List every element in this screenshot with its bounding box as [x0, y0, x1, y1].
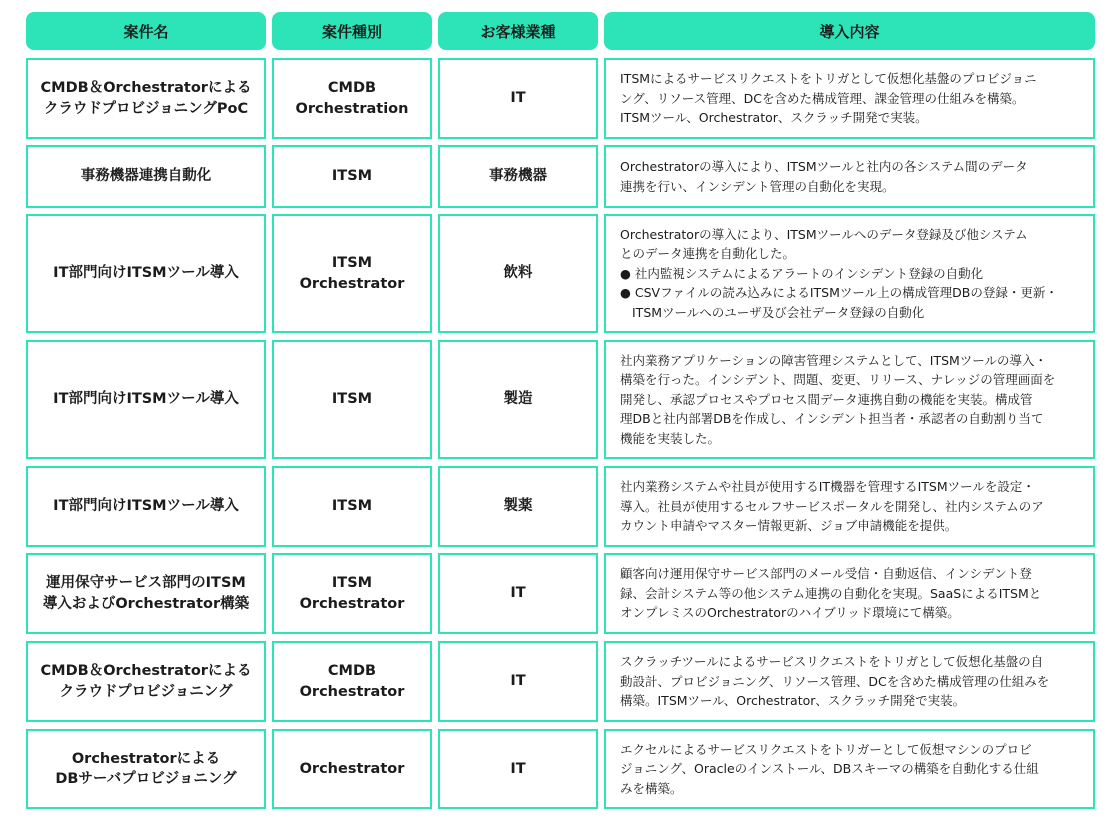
table-row: [26, 58, 1095, 139]
project-type-cell: [272, 641, 432, 722]
content-bullet-line: ● CSVファイルの読み込みによるITSMツール上の構成管理DBの登録・更新・: [620, 285, 1058, 301]
content-bullet-line: ● 社内監視システムによるアラートのインシデント登録の自動化: [620, 265, 984, 281]
content-line: みを構築。: [620, 780, 683, 796]
project-name-line: 事務機器連携自動化: [80, 168, 212, 185]
content-line: オンプレミスのOrchestratorのハイブリッド環境にて構築。: [620, 605, 960, 621]
project-name-cell: [26, 466, 266, 547]
project-type-cell: [272, 466, 432, 547]
content-line: 録、会計システム等の他システム連携の自動化を実現。SaaSによるITSMと: [620, 585, 1042, 601]
content-line: スクラッチツールによるサービスリクエストをトリガとして仮想化基盤の自: [620, 654, 1044, 670]
table-row: [26, 145, 1095, 208]
project-type-line: ITSM: [331, 391, 373, 408]
project-type-cell: [272, 58, 432, 139]
content-cell: [604, 641, 1095, 722]
content-cell: [604, 145, 1095, 208]
content-cell: [604, 729, 1095, 809]
content-line: エクセルによるサービスリクエストをトリガーとして仮想マシンのプロビ: [620, 741, 1032, 757]
project-name-cell: [26, 58, 266, 139]
project-name-cell: [26, 214, 266, 333]
content-line: Orchestratorの導入により、ITSMツールと社内の各システム間のデータ: [620, 159, 1028, 175]
content-line: 機能を実装した。: [620, 430, 721, 446]
project-name-line: IT部門向けITSMツール導入: [53, 498, 239, 515]
project-type-line: CMDB: [327, 663, 377, 680]
project-name-line: クラウドプロビジョニングPoC: [43, 100, 249, 117]
project-type-cell: [272, 340, 432, 459]
content-line: ITSMによるサービスリクエストをトリガとして仮想化基盤のプロビジョニ: [620, 71, 1037, 87]
project-name-cell: [26, 340, 266, 459]
industry-cell: IT: [438, 553, 598, 634]
project-name-line: CMDB＆Orchestratorによる: [40, 663, 252, 680]
industry-cell: 事務機器: [438, 145, 598, 208]
industry-cell: 製造: [438, 340, 598, 459]
project-name-cell: [26, 729, 266, 809]
content-line: とのデータ連携を自動化した。: [620, 246, 796, 262]
project-type-line: ITSM: [331, 255, 373, 272]
project-name-line: Orchestratorによる: [71, 750, 221, 767]
content-cell: [604, 553, 1095, 634]
industry-cell: IT: [438, 641, 598, 722]
content-cell: [604, 340, 1095, 459]
project-name-cell: [26, 145, 266, 208]
content-line: 構築を行った。インシデント、問題、変更、リリース、ナレッジの管理画面を: [620, 372, 1056, 388]
project-type-line: Orchestration: [295, 100, 409, 117]
content-line: Orchestratorの導入により、ITSMツールへのデータ登録及び他システム: [620, 227, 1028, 243]
header-implementation: 導入内容: [604, 12, 1095, 50]
project-name-cell: [26, 553, 266, 634]
content-line: 動設計、プロビジョニング、リソース管理、DCを含めた構成管理の仕組みを: [620, 673, 1050, 689]
project-type-cell: [272, 553, 432, 634]
content-cell: [604, 214, 1095, 333]
project-type-line: Orchestrator: [299, 683, 405, 700]
project-type-line: ITSM: [331, 498, 373, 515]
content-cell: [604, 466, 1095, 547]
table-row: [26, 214, 1095, 333]
content-cell: [604, 58, 1095, 139]
table-header: [26, 12, 1095, 50]
table-row: [26, 729, 1095, 809]
content-line: ング、リソース管理、DCを含めた構成管理、課金管理の仕組みを構築。: [620, 90, 1025, 106]
project-name-line: IT部門向けITSMツール導入: [53, 265, 239, 282]
project-type-line: Orchestrator: [299, 275, 405, 292]
project-type-line: CMDB: [327, 80, 377, 97]
content-line: カウント申請やマスター情報更新、ジョブ申請機能を提供。: [620, 518, 958, 534]
content-line: 構築。ITSMツール、Orchestrator、スクラッチ開発で実装。: [620, 693, 966, 709]
project-type-cell: [272, 145, 432, 208]
content-line: ITSMツールへのユーザ及び会社データ登録の自動化: [632, 304, 925, 320]
table-row: [26, 466, 1095, 547]
content-line: ITSMツール、Orchestrator、スクラッチ開発で実装。: [620, 110, 928, 126]
table-row: [26, 641, 1095, 722]
content-line: 理DBと社内部署DBを作成し、インシデント担当者・承認者の自動割り当て: [620, 411, 1044, 427]
project-type-line: Orchestrator: [299, 595, 405, 612]
project-name-line: CMDB＆Orchestratorによる: [40, 80, 252, 97]
content-line: 連携を行い、インシデント管理の自動化を実現。: [620, 178, 895, 194]
industry-cell: IT: [438, 729, 598, 809]
content-line: 開発し、承認プロセスやプロセス間データ連携自動の機能を実装。構成管: [620, 391, 1033, 407]
content-line: 社内業務システムや社員が使用するIT機器を管理するITSMツールを設定・: [620, 479, 1035, 495]
header-customer-industry: お客様業種: [438, 12, 598, 50]
project-type-cell: [272, 729, 432, 809]
content-line: 社内業務アプリケーションの障害管理システムとして、ITSMツールの導入・: [620, 353, 1048, 369]
header-project-name: 案件名: [26, 12, 266, 50]
project-name-line: DBサーバプロビジョニング: [55, 771, 237, 787]
project-name-line: 導入およびOrchestrator構築: [42, 595, 250, 612]
industry-cell: 製薬: [438, 466, 598, 547]
header-project-type: 案件種別: [272, 12, 432, 50]
project-name-line: 運用保守サービス部門のITSM: [46, 575, 246, 592]
project-name-line: IT部門向けITSMツール導入: [53, 391, 239, 408]
project-name-line: クラウドプロビジョニング: [59, 683, 233, 700]
project-type-line: ITSM: [331, 168, 373, 185]
content-line: 導入。社員が使用するセルフサービスポータルを開発し、社内システムのア: [620, 498, 1044, 514]
industry-cell: IT: [438, 58, 598, 139]
project-type-cell: [272, 214, 432, 333]
content-line: 顧客向け運用保守サービス部門のメール受信・自動返信、インシデント登: [620, 566, 1032, 582]
table-row: [26, 553, 1095, 634]
table-row: [26, 340, 1095, 459]
project-type-line: ITSM: [331, 575, 373, 592]
project-name-cell: [26, 641, 266, 722]
content-line: ジョニング、Oracleのインストール、DBスキーマの構築を自動化する仕組: [620, 761, 1039, 777]
project-type-line: Orchestrator: [299, 760, 405, 777]
industry-cell: 飲料: [438, 214, 598, 333]
